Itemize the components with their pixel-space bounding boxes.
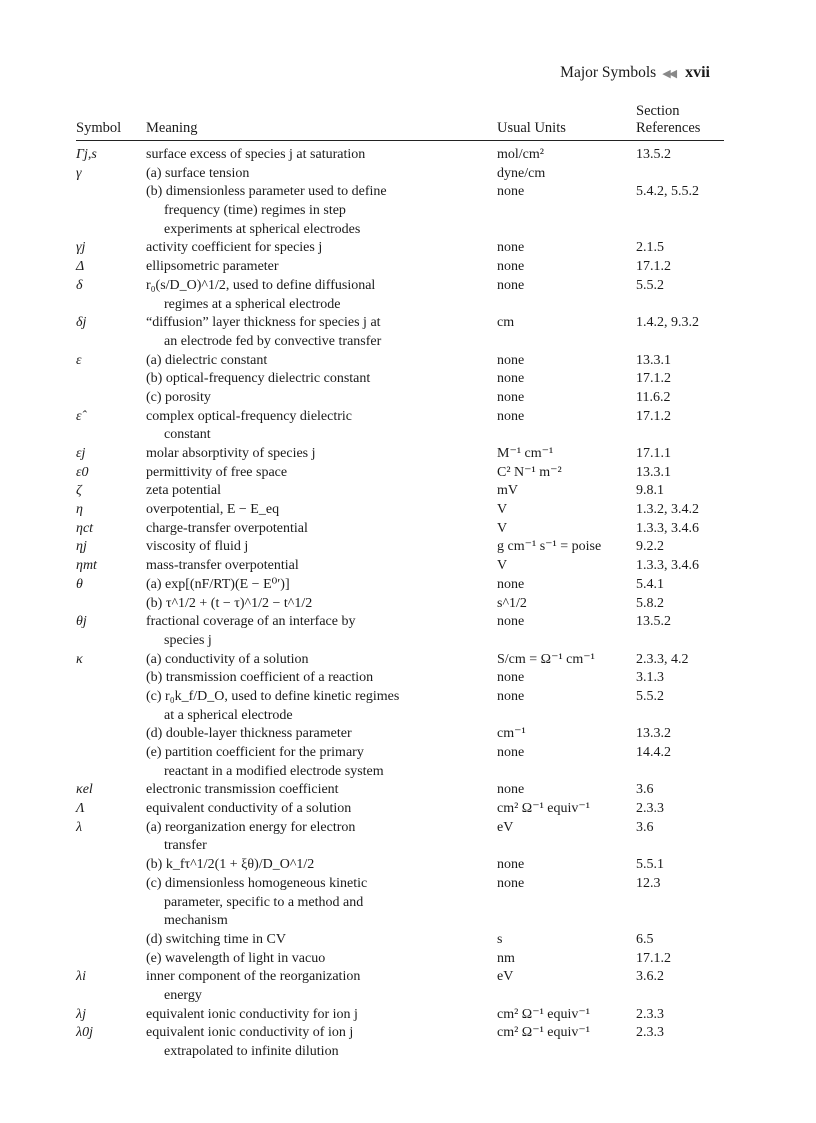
symbol-cell: λj (76, 1006, 86, 1022)
symbol-cell: Λ (76, 801, 85, 817)
table-row (76, 464, 736, 483)
symbol-cell: ζ (76, 483, 82, 499)
units-cell: none (497, 857, 525, 873)
units-cell: none (497, 408, 525, 424)
table-row (76, 557, 736, 576)
symbol-cell: θ (76, 576, 83, 592)
table-row (76, 165, 736, 184)
table-row (76, 520, 736, 539)
units-cell: dyne/cm (497, 165, 546, 181)
table-row (76, 819, 736, 838)
meaning-cell: energy (164, 987, 202, 1003)
table-row (76, 613, 736, 632)
page-number: xvii (685, 64, 710, 81)
units-cell: cm⁻¹ (497, 726, 526, 742)
meaning-cell: (e) partition coefficient for the primary (146, 745, 364, 760)
meaning-cell: equivalent conductivity of a solution (146, 801, 352, 817)
table-row (76, 221, 736, 240)
meaning-cell: (c) porosity (146, 389, 211, 405)
references-cell: 6.5 (636, 931, 654, 947)
triangle-marker-icon: ◀◀ (662, 68, 676, 80)
table-row (76, 389, 736, 408)
references-cell: 5.8.2 (636, 595, 664, 611)
meaning-cell: activity coefficient for species j (146, 240, 323, 256)
running-header (560, 64, 710, 82)
symbol-cell: θj (76, 614, 87, 630)
meaning-cell: complex optical-frequency dielectric (146, 408, 353, 424)
table-row (76, 1024, 736, 1043)
table-row (76, 296, 736, 315)
units-cell: none (497, 875, 525, 891)
symbol-cell: Γj,s (76, 147, 97, 162)
symbol-cell: δj (76, 315, 87, 331)
units-cell: mV (497, 483, 518, 499)
units-cell: cm (497, 315, 515, 331)
units-cell: none (497, 240, 525, 256)
table-row (76, 352, 736, 371)
meaning-cell: (a) reorganization energy for electron (146, 819, 356, 835)
meaning-cell: electronic transmission coefficient (146, 782, 339, 798)
table-row (76, 1043, 736, 1062)
table-row (76, 314, 736, 333)
references-cell: 5.4.2, 5.5.2 (636, 184, 699, 200)
table-row (76, 875, 736, 894)
running-head-title: Major Symbols (560, 64, 657, 81)
table-row (76, 1006, 736, 1025)
meaning-cell: “diffusion” layer thickness for species j at (146, 315, 381, 331)
meaning-cell: inner component of the reorganization (146, 969, 361, 985)
symbol-cell: ε̂ (76, 408, 82, 424)
meaning-cell: mass-transfer overpotential (146, 558, 299, 574)
units-cell: none (497, 277, 525, 293)
symbol-cell: ηct (76, 520, 94, 536)
table-row (76, 987, 736, 1006)
meaning-cell: fractional coverage of an interface by (146, 614, 356, 630)
meaning-cell: (d) double-layer thickness parameter (146, 726, 352, 742)
symbol-cell: κ (76, 651, 83, 667)
symbol-cell: κel (76, 782, 93, 798)
table-row (76, 800, 736, 819)
column-header-units: Usual Units (497, 120, 566, 136)
table-row (76, 501, 736, 520)
units-cell: none (497, 614, 525, 630)
symbol-cell: λ (76, 819, 83, 835)
meaning-cell: (a) conductivity of a solution (146, 651, 309, 667)
references-cell: 17.1.2 (636, 950, 671, 966)
references-cell: 13.3.1 (636, 352, 671, 368)
table-row (76, 258, 736, 277)
references-cell: 17.1.2 (636, 371, 671, 387)
references-cell: 14.4.2 (636, 745, 671, 760)
table-row (76, 333, 736, 352)
meaning-cell: ellipsometric parameter (146, 259, 279, 275)
units-cell: s (497, 931, 503, 947)
meaning-cell: transfer (164, 838, 207, 854)
units-cell: S/cm = Ω⁻¹ cm⁻¹ (497, 651, 595, 667)
units-cell: none (497, 389, 525, 405)
references-cell: 11.6.2 (636, 389, 671, 405)
meaning-cell: extrapolated to infinite dilution (164, 1044, 339, 1059)
meaning-cell: parameter, specific to a method and (164, 894, 364, 910)
table-row (76, 632, 736, 651)
references-cell: 1.3.3, 3.4.6 (636, 520, 699, 536)
table-row (76, 744, 736, 763)
units-cell: cm² Ω⁻¹ equiv⁻¹ (497, 1006, 590, 1022)
units-cell: nm (497, 950, 515, 966)
meaning-cell: equivalent ionic conductivity of ion j (146, 1025, 354, 1041)
references-cell: 17.1.1 (636, 446, 671, 461)
references-cell: 9.2.2 (636, 539, 664, 555)
meaning-cell: frequency (time) regimes in step (164, 203, 346, 219)
units-cell: none (497, 259, 525, 275)
references-cell: 2.3.3 (636, 1025, 664, 1041)
references-cell: 2.1.5 (636, 240, 664, 256)
meaning-cell: regimes at a spherical electrode (164, 296, 341, 312)
references-cell: 13.5.2 (636, 147, 671, 162)
meaning-cell: at a spherical electrode (164, 707, 293, 723)
references-cell: 5.5.2 (636, 688, 664, 704)
units-cell: s^1/2 (497, 595, 527, 611)
references-cell: 17.1.2 (636, 408, 671, 424)
table-row (76, 781, 736, 800)
symbol-cell: ηj (76, 539, 87, 555)
units-cell: M⁻¹ cm⁻¹ (497, 446, 554, 461)
references-cell: 3.6 (636, 782, 654, 798)
references-cell: 1.4.2, 9.3.2 (636, 315, 699, 331)
table-row (76, 538, 736, 557)
column-header-references: References (636, 120, 701, 136)
table-row (76, 370, 736, 389)
units-cell: g cm⁻¹ s⁻¹ = poise (497, 539, 602, 555)
table-row (76, 146, 736, 165)
units-cell: none (497, 576, 525, 592)
units-cell: none (497, 782, 525, 798)
references-cell: 13.3.1 (636, 464, 671, 480)
meaning-cell: an electrode fed by convective transfer (164, 333, 382, 349)
symbol-cell: εj (76, 446, 86, 461)
units-cell: C² N⁻¹ m⁻² (497, 464, 562, 480)
table-row (76, 763, 736, 782)
meaning-cell: experiments at spherical electrodes (164, 221, 361, 237)
meaning-cell: (b) transmission coefficient of a reaction (146, 670, 374, 686)
column-header-meaning: Meaning (146, 120, 198, 136)
meaning-cell: (c) r₀k_f/D_O, used to define kinetic regimes (146, 688, 400, 704)
references-cell: 17.1.2 (636, 259, 671, 275)
meaning-cell: (e) wavelength of light in vacuo (146, 950, 326, 966)
table-row (76, 688, 736, 707)
meaning-cell: (b) optical-frequency dielectric constant (146, 371, 371, 387)
symbol-cell: ηmt (76, 558, 97, 574)
units-cell: none (497, 688, 525, 704)
meaning-cell: (b) τ^1/2 + (t − τ)^1/2 − t^1/2 (146, 595, 313, 611)
table-row (76, 707, 736, 726)
table-row (76, 894, 736, 913)
references-cell: 5.4.1 (636, 576, 664, 592)
header-rule (76, 140, 724, 141)
table-row (76, 202, 736, 221)
units-cell: cm² Ω⁻¹ equiv⁻¹ (497, 1025, 590, 1041)
meaning-cell: (a) dielectric constant (146, 352, 268, 368)
meaning-cell: (a) exp[(nF/RT)(E − E⁰′)] (146, 576, 290, 592)
references-cell: 2.3.3 (636, 1006, 664, 1022)
table-row (76, 837, 736, 856)
symbol-cell: ε (76, 352, 82, 368)
meaning-cell: charge-transfer overpotential (146, 520, 308, 536)
units-cell: none (497, 745, 525, 760)
references-cell: 2.3.3 (636, 801, 664, 817)
references-cell: 1.3.2, 3.4.2 (636, 502, 699, 518)
table-row (76, 931, 736, 950)
references-cell: 3.6 (636, 819, 654, 835)
meaning-cell: zeta potential (146, 483, 222, 499)
table-row (76, 482, 736, 501)
symbol-cell: ε0 (76, 464, 89, 480)
table-row (76, 576, 736, 595)
table-row (76, 968, 736, 987)
units-cell: none (497, 184, 525, 200)
column-header-section: Section (636, 103, 680, 119)
references-cell: 12.3 (636, 875, 661, 891)
meaning-cell: viscosity of fluid j (146, 539, 249, 555)
meaning-cell: r₀(s/D_O)^1/2, used to define diffusional (146, 277, 376, 293)
table-row (76, 183, 736, 202)
units-cell: none (497, 371, 525, 387)
table-row (76, 651, 736, 670)
units-cell: none (497, 670, 525, 686)
symbol-cell: γj (76, 240, 86, 256)
symbol-cell: Δ (76, 259, 85, 275)
table-row (76, 408, 736, 427)
references-cell: 2.3.3, 4.2 (636, 651, 689, 667)
symbol-cell: λi (76, 969, 86, 985)
meaning-cell: molar absorptivity of species j (146, 446, 316, 461)
references-cell: 3.1.3 (636, 670, 664, 686)
references-cell: 9.8.1 (636, 483, 664, 499)
units-cell: cm² Ω⁻¹ equiv⁻¹ (497, 801, 590, 817)
table-row (76, 912, 736, 931)
meaning-cell: species j (164, 632, 212, 648)
references-cell: 13.5.2 (636, 614, 671, 630)
table-row (76, 277, 736, 296)
symbol-cell: γ (76, 165, 82, 181)
table-row (76, 426, 736, 445)
meaning-cell: mechanism (164, 913, 228, 929)
table-row (76, 595, 736, 614)
meaning-cell: equivalent ionic conductivity for ion j (146, 1006, 358, 1022)
units-cell: V (497, 520, 508, 536)
symbol-cell: η (76, 502, 83, 518)
table-row (76, 239, 736, 258)
references-cell: 1.3.3, 3.4.6 (636, 558, 699, 574)
meaning-cell: (b) dimensionless parameter used to define (146, 184, 387, 200)
table-row (76, 856, 736, 875)
units-cell: V (497, 558, 508, 574)
references-cell: 3.6.2 (636, 969, 664, 985)
meaning-cell: (a) surface tension (146, 165, 250, 181)
units-cell: eV (497, 819, 514, 835)
meaning-cell: (d) switching time in CV (146, 931, 286, 947)
meaning-cell: surface excess of species j at saturation (146, 147, 366, 162)
table-row (76, 445, 736, 464)
references-cell: 5.5.1 (636, 857, 664, 873)
symbol-cell: λ0j (76, 1025, 93, 1041)
table-row (76, 669, 736, 688)
meaning-cell: (b) k_fτ^1/2(1 + ξθ)/D_O^1/2 (146, 857, 315, 873)
references-cell: 5.5.2 (636, 277, 664, 293)
meaning-cell: constant (164, 427, 211, 443)
table-row (76, 725, 736, 744)
meaning-cell: permittivity of free space (146, 464, 288, 480)
meaning-cell: reactant in a modified electrode system (164, 763, 384, 779)
meaning-cell: (c) dimensionless homogeneous kinetic (146, 875, 368, 891)
units-cell: mol/cm² (497, 147, 544, 162)
symbols-table (76, 146, 736, 1062)
units-cell: none (497, 352, 525, 368)
meaning-cell: overpotential, E − E_eq (146, 502, 280, 518)
table-row (76, 950, 736, 969)
units-cell: eV (497, 969, 514, 985)
column-header-symbol: Symbol (76, 120, 122, 136)
symbol-cell: δ (76, 277, 83, 293)
units-cell: V (497, 502, 508, 518)
references-cell: 13.3.2 (636, 726, 671, 742)
